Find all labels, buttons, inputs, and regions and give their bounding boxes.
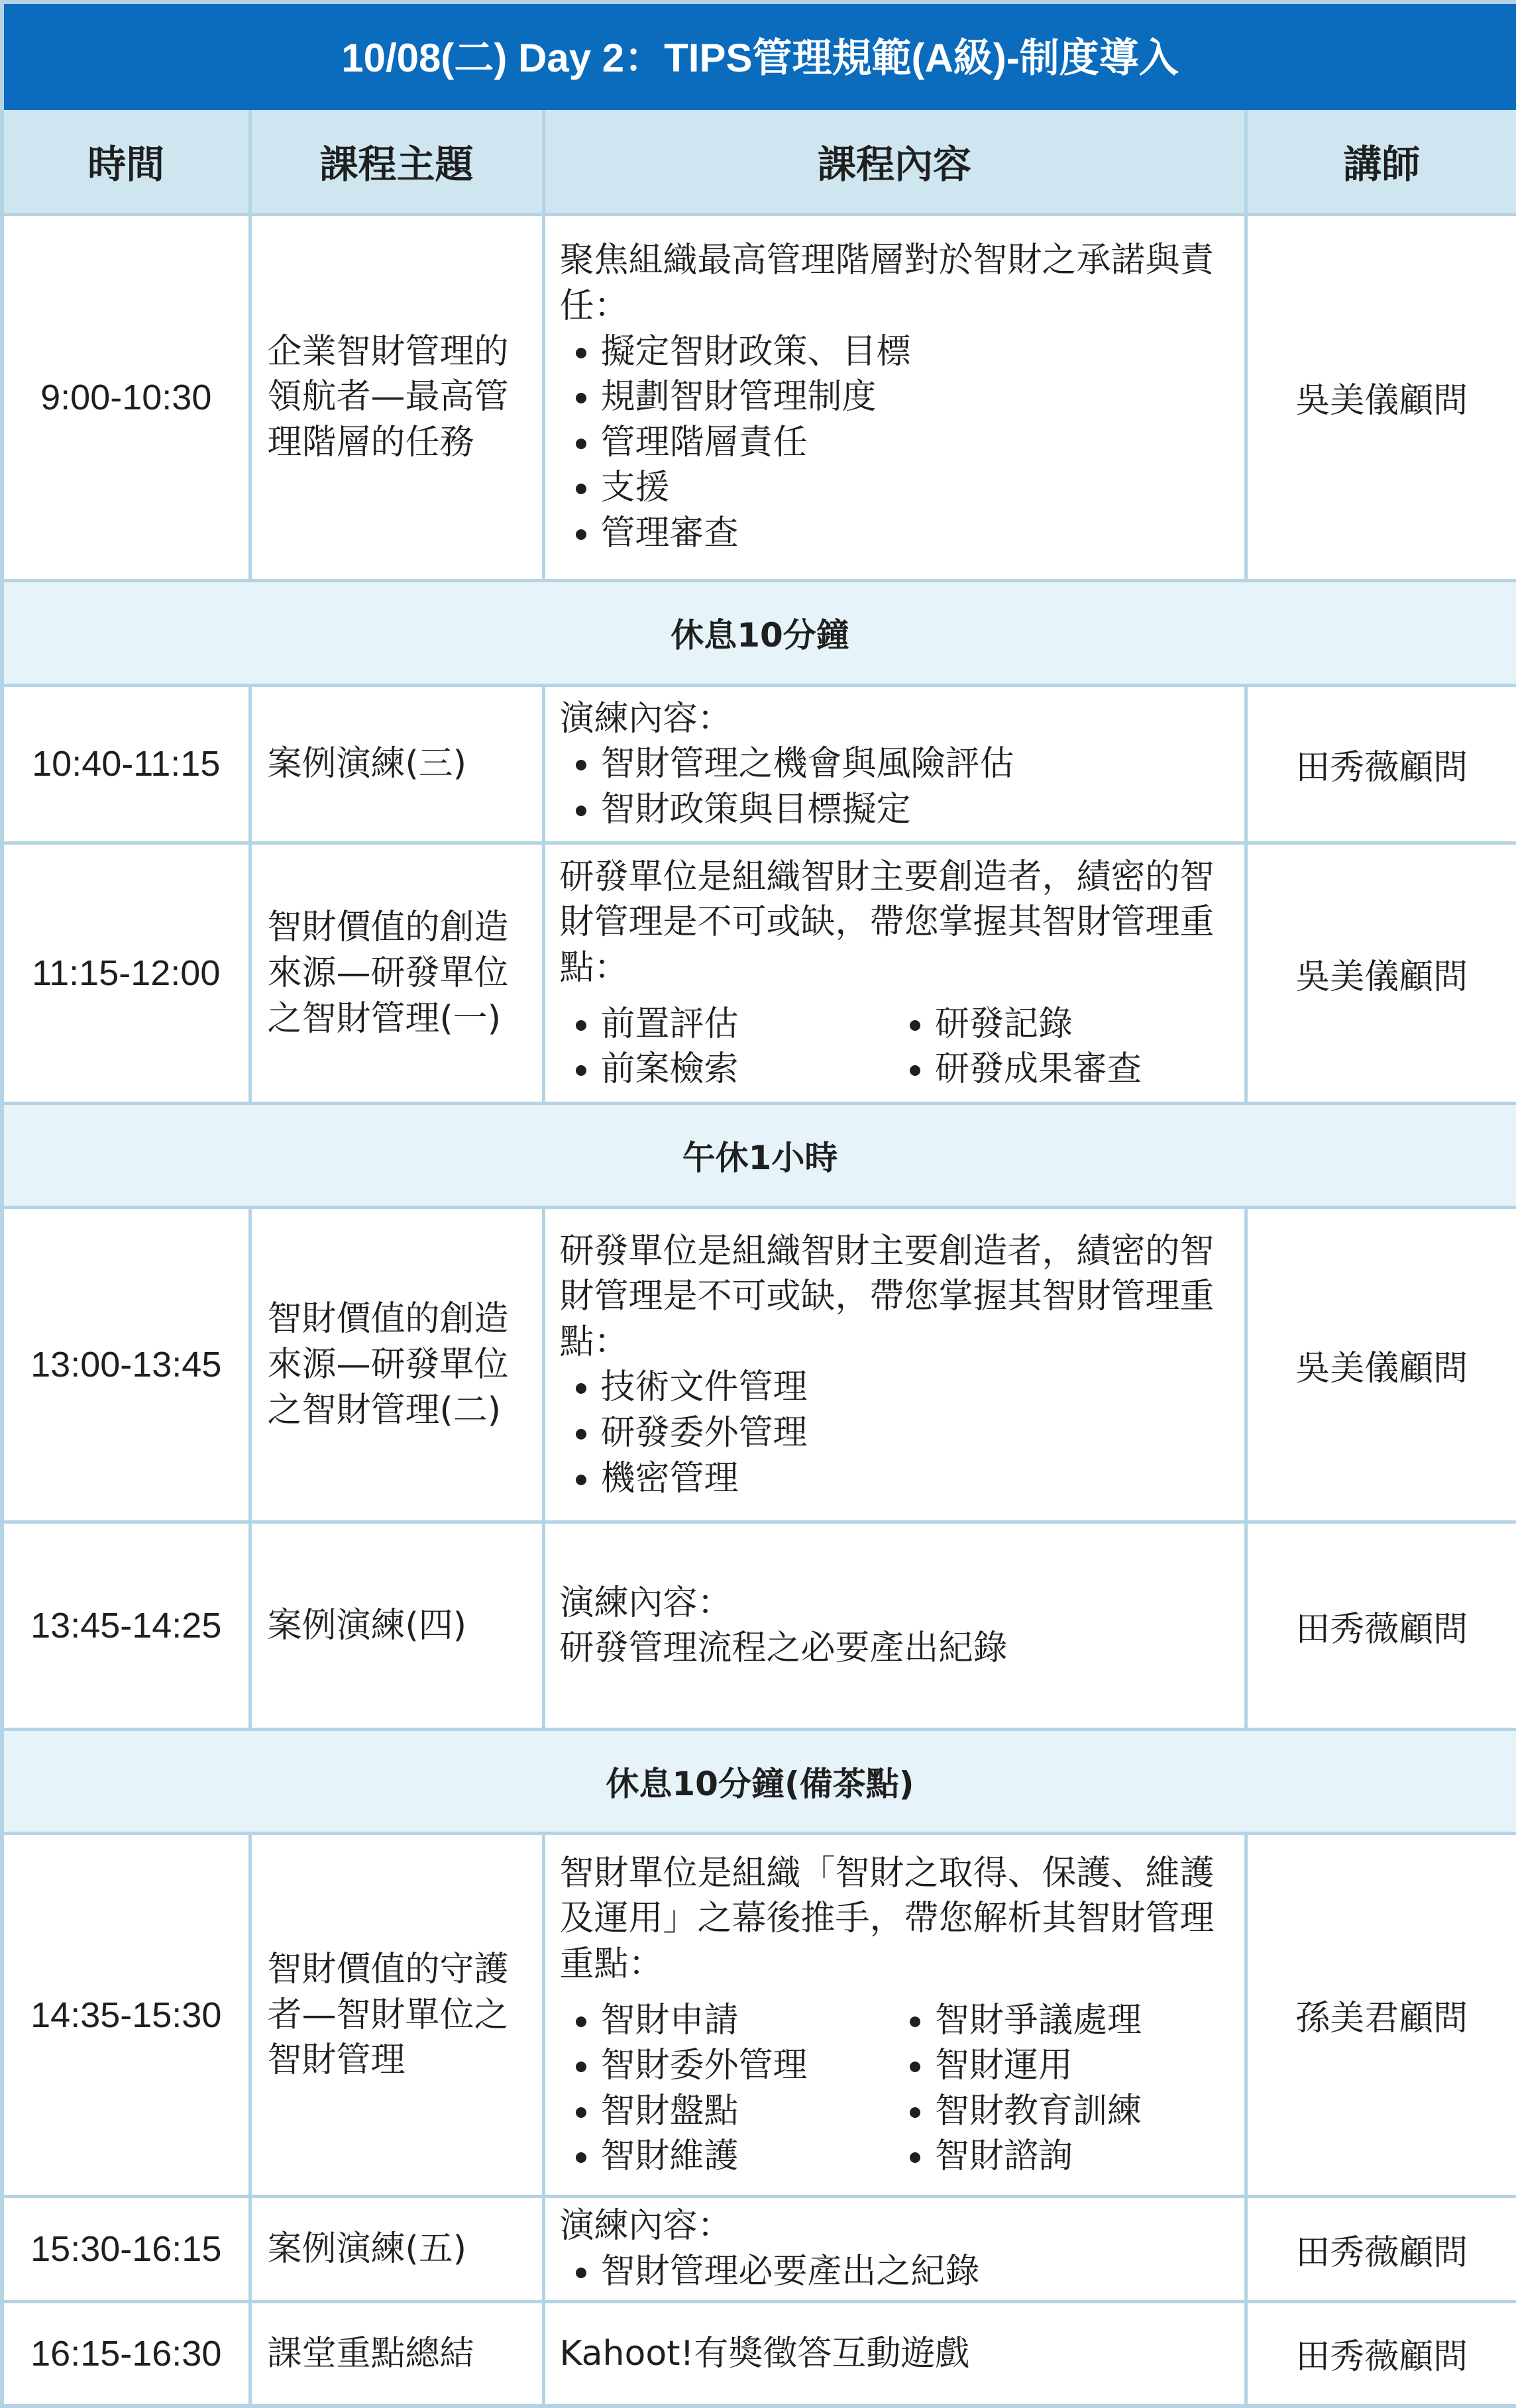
content-intro: Kahoot!有獎徵答互動遊戲 <box>559 2333 970 2374</box>
content-bullet: • 智財委外管理 <box>601 2043 896 2089</box>
session-row <box>2 1522 1516 1730</box>
content-bullet: • 擬定智財政策、目標 <box>601 329 1230 375</box>
session-lecturer: 吳美儀顧問 <box>1246 214 1516 580</box>
spacer <box>560 1987 1230 1998</box>
content-bullet-list <box>560 741 1230 832</box>
session-topic: 案例演練(四) <box>250 1522 543 1730</box>
content-intro: 智財單位是組織「智財之取得、保護、維護及運用」之幕後推手，帶您解析其智財管理重點： <box>559 1853 1215 1984</box>
break-row <box>2 580 1516 685</box>
content-bullet: • 研發成果審查 <box>935 1047 1230 1092</box>
content-bullet: • 智財運用 <box>935 2043 1230 2089</box>
content-bullet: • 智財管理必要產出之紀錄 <box>601 2249 1230 2295</box>
session-time: 13:45-14:25 <box>2 1522 250 1730</box>
content-bullet: • 智財盤點 <box>601 2089 896 2134</box>
content-bullet: • 研發記錄 <box>935 1002 1230 1047</box>
content-intro: 聚焦組織最高管理階層對於智財之承諾與責任： <box>559 240 1215 326</box>
session-content <box>543 1834 1246 2197</box>
content-intro: 研發單位是組織智財主要創造者，績密的智財管理是不可或缺，帶您掌握其智財管理重點： <box>559 857 1215 988</box>
session-content <box>543 214 1246 580</box>
content-bullet: • 技術文件管理 <box>601 1365 1230 1410</box>
session-time: 11:15-12:00 <box>2 843 250 1104</box>
session-lecturer: 田秀薇顧問 <box>1246 2197 1516 2301</box>
session-row <box>2 1834 1516 2197</box>
content-bullet: • 智財政策與目標擬定 <box>601 787 1230 833</box>
content-bullet-list <box>560 1365 1230 1501</box>
session-content <box>543 685 1246 843</box>
session-time: 15:30-16:15 <box>2 2197 250 2301</box>
session-lecturer: 田秀薇顧問 <box>1246 685 1516 843</box>
spacer <box>560 991 1230 1002</box>
column-header-topic: 課程主題 <box>250 108 543 214</box>
content-bullet: • 智財申請 <box>601 1998 896 2044</box>
break-row <box>2 1104 1516 1208</box>
schedule-title: 10/08(二) Day 2：TIPS管理規範(A級)-制度導入 <box>2 2 1516 108</box>
session-topic: 案例演練(五) <box>250 2197 543 2301</box>
content-intro: 演練內容： <box>559 2206 732 2246</box>
column-header-lecturer: 講師 <box>1246 108 1516 214</box>
session-time: 10:40-11:15 <box>2 685 250 843</box>
content-bullet: • 研發委外管理 <box>601 1410 1230 1456</box>
break-label: 休息10分鐘(備茶點) <box>2 1730 1516 1834</box>
session-topic: 智財價值的創造來源—研發單位之智財管理(一) <box>250 843 543 1104</box>
content-bullet: • 規劃智財管理制度 <box>601 374 1230 420</box>
session-lecturer: 孫美君顧問 <box>1246 1834 1516 2197</box>
content-intro: 演練內容： <box>559 698 732 739</box>
content-bullet: • 前置評估 <box>601 1002 896 1047</box>
session-content <box>543 843 1246 1104</box>
column-header-content: 課程內容 <box>543 108 1246 214</box>
content-bullet: • 機密管理 <box>601 1456 1230 1502</box>
content-bullet-list <box>560 1002 1230 1092</box>
session-content <box>543 2197 1246 2301</box>
content-bullet: • 智財管理之機會與風險評估 <box>601 741 1230 787</box>
session-time: 9:00-10:30 <box>2 214 250 580</box>
session-topic: 案例演練(三) <box>250 685 543 843</box>
session-topic: 智財價值的守護者—智財單位之智財管理 <box>250 1834 543 2197</box>
session-lecturer: 田秀薇顧問 <box>1246 2301 1516 2406</box>
session-time: 13:00-13:45 <box>2 1208 250 1522</box>
session-time: 14:35-15:30 <box>2 1834 250 2197</box>
session-content <box>543 2301 1246 2406</box>
break-row <box>2 1730 1516 1834</box>
session-lecturer: 吳美儀顧問 <box>1246 1208 1516 1522</box>
session-row <box>2 2301 1516 2406</box>
content-bullet: • 支援 <box>601 465 1230 511</box>
content-bullet-list <box>560 329 1230 556</box>
session-topic: 課堂重點總結 <box>250 2301 543 2406</box>
session-lecturer: 吳美儀顧問 <box>1246 843 1516 1104</box>
content-bullet: • 前案檢索 <box>601 1047 896 1092</box>
content-bullet: • 智財諮詢 <box>935 2134 1230 2179</box>
session-row <box>2 843 1516 1104</box>
break-label: 午休1小時 <box>2 1104 1516 1208</box>
break-label: 休息10分鐘 <box>2 580 1516 685</box>
content-bullet: • 管理階層責任 <box>601 420 1230 466</box>
session-time: 16:15-16:30 <box>2 2301 250 2406</box>
content-line: 研發管理流程之必要產出紀錄 <box>559 1628 1008 1669</box>
session-row <box>2 1208 1516 1522</box>
content-bullet: • 智財教育訓練 <box>935 2089 1230 2134</box>
session-row <box>2 685 1516 843</box>
content-intro: 演練內容： <box>559 1583 732 1623</box>
column-header-time: 時間 <box>2 108 250 214</box>
session-row <box>2 214 1516 580</box>
session-topic: 智財價值的創造來源—研發單位之智財管理(二) <box>250 1208 543 1522</box>
content-bullet: • 智財爭議處理 <box>935 1998 1230 2044</box>
session-content <box>543 1522 1246 1730</box>
content-bullet: • 管理審查 <box>601 511 1230 556</box>
column-header-row <box>2 108 1516 214</box>
content-bullet-list <box>560 2249 1230 2295</box>
content-bullet: • 智財維護 <box>601 2134 896 2179</box>
session-content <box>543 1208 1246 1522</box>
session-row <box>2 2197 1516 2301</box>
content-bullet-list <box>560 1998 1230 2180</box>
title-row <box>2 2 1516 108</box>
session-lecturer: 田秀薇顧問 <box>1246 1522 1516 1730</box>
session-topic: 企業智財管理的領航者—最高管理階層的任務 <box>250 214 543 580</box>
content-intro: 研發單位是組織智財主要創造者，績密的智財管理是不可或缺，帶您掌握其智財管理重點： <box>559 1231 1215 1362</box>
